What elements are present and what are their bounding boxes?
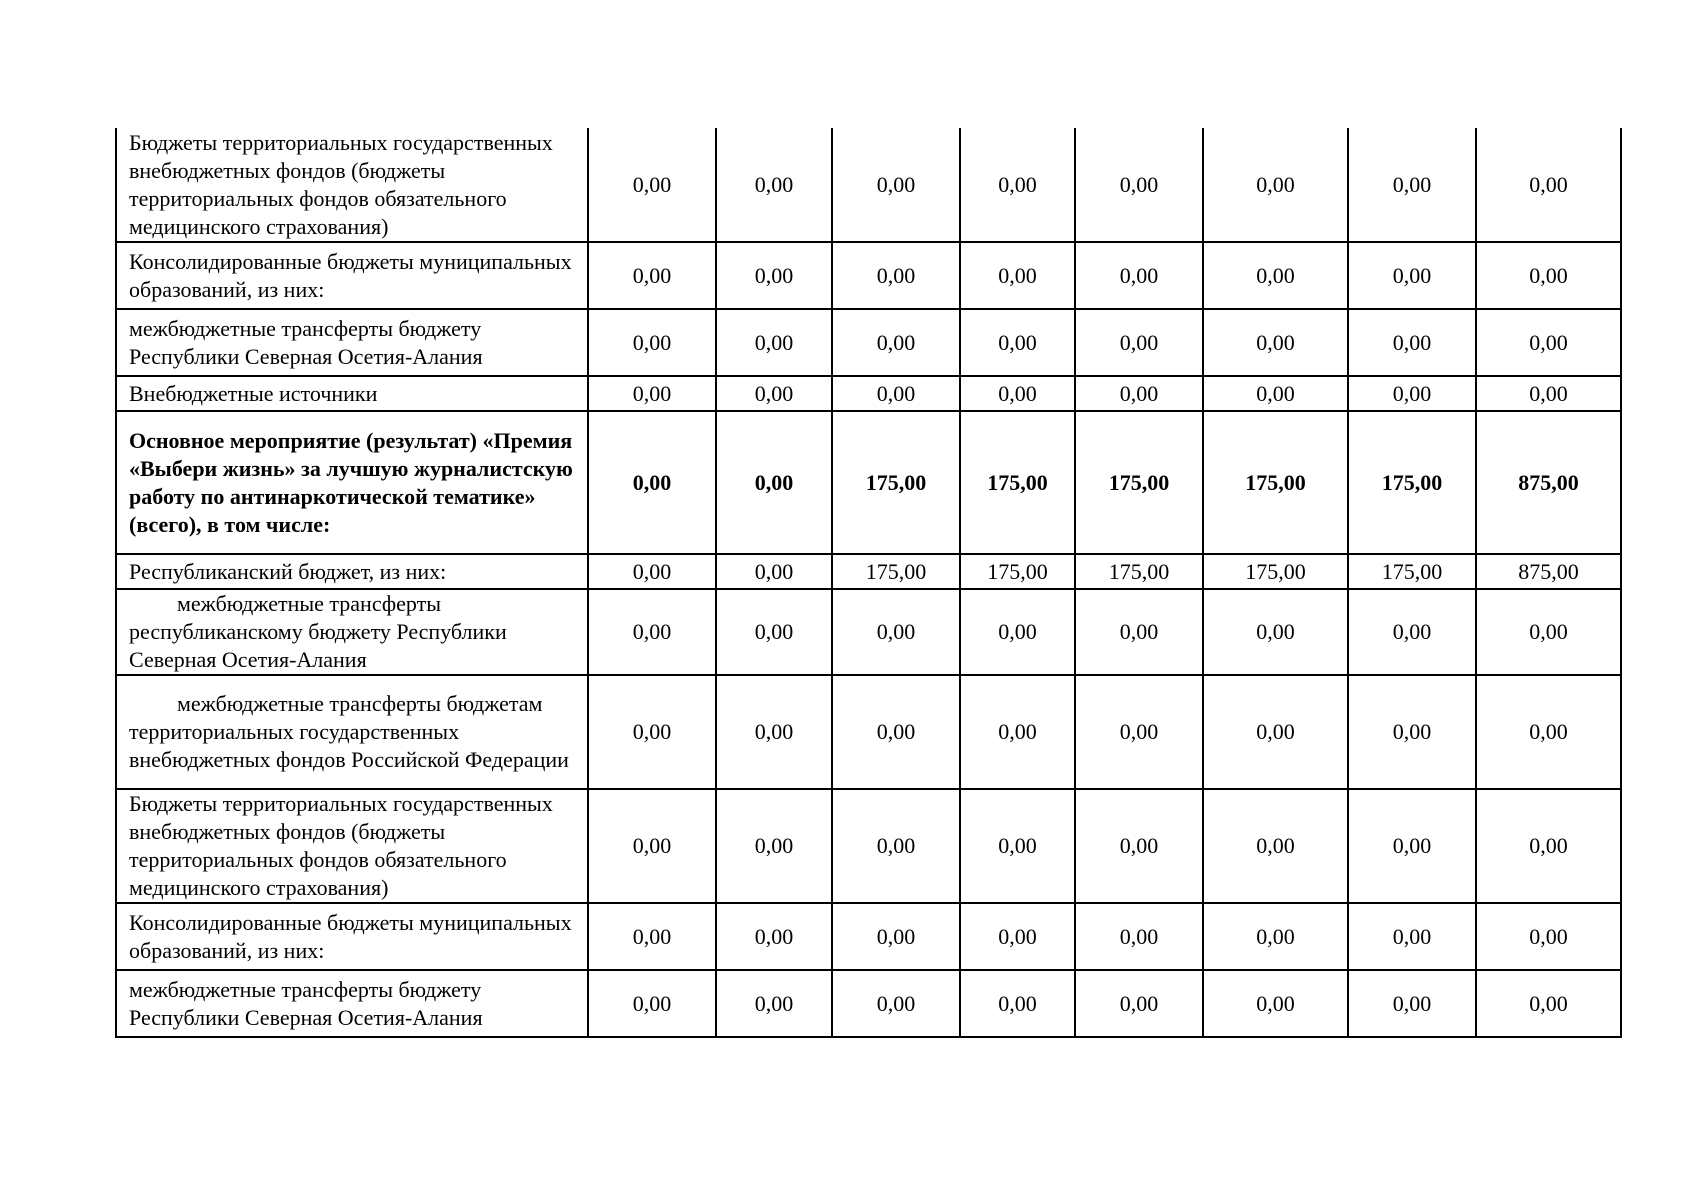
value-cell: 175,00 — [1348, 554, 1476, 589]
value-cell: 0,00 — [716, 789, 832, 903]
value-cell: 0,00 — [1348, 376, 1476, 411]
value-cell: 0,00 — [960, 675, 1075, 789]
value-cell: 0,00 — [832, 376, 960, 411]
value-cell: 175,00 — [960, 554, 1075, 589]
value-cell: 0,00 — [1075, 376, 1203, 411]
value-cell: 0,00 — [1075, 128, 1203, 242]
value-cell: 0,00 — [1203, 242, 1348, 309]
table-row-section — [116, 411, 1621, 554]
value-cell: 0,00 — [716, 411, 832, 554]
value-cell: 0,00 — [1203, 903, 1348, 970]
value-cell: 0,00 — [588, 554, 716, 589]
value-cell: 0,00 — [1075, 903, 1203, 970]
table-row — [116, 554, 1621, 589]
value-cell: 0,00 — [716, 554, 832, 589]
value-cell: 0,00 — [1476, 589, 1621, 675]
value-cell: 0,00 — [1476, 903, 1621, 970]
value-cell: 0,00 — [588, 589, 716, 675]
value-cell: 0,00 — [716, 128, 832, 242]
row-label: межбюджетные трансферты бюджету Республики Северная Осетия-Алания — [116, 970, 588, 1037]
table-row — [116, 970, 1621, 1037]
value-cell: 0,00 — [716, 903, 832, 970]
value-cell: 175,00 — [1075, 411, 1203, 554]
value-cell: 0,00 — [832, 970, 960, 1037]
table-row — [116, 789, 1621, 903]
value-cell: 175,00 — [1075, 554, 1203, 589]
value-cell: 0,00 — [1203, 128, 1348, 242]
value-cell: 0,00 — [588, 903, 716, 970]
row-label: Бюджеты территориальных государственных внебюджетных фондов (бюджеты территориальных фондов обязательного медицинского страхования) — [116, 789, 588, 903]
table-row — [116, 309, 1621, 376]
value-cell: 0,00 — [960, 970, 1075, 1037]
value-cell: 0,00 — [1476, 970, 1621, 1037]
value-cell: 0,00 — [1075, 789, 1203, 903]
value-cell: 0,00 — [1203, 376, 1348, 411]
value-cell: 875,00 — [1476, 411, 1621, 554]
value-cell: 0,00 — [1075, 589, 1203, 675]
value-cell: 175,00 — [960, 411, 1075, 554]
value-cell: 0,00 — [1348, 675, 1476, 789]
value-cell: 0,00 — [1203, 675, 1348, 789]
table-row — [116, 675, 1621, 789]
row-label — [116, 589, 588, 675]
value-cell: 0,00 — [588, 970, 716, 1037]
value-cell: 0,00 — [960, 376, 1075, 411]
value-cell: 0,00 — [1203, 309, 1348, 376]
value-cell: 175,00 — [1203, 411, 1348, 554]
table-row — [116, 589, 1621, 675]
row-label-text: межбюджетные трансферты республиканскому бюджету Республики Северная Осетия-Алания — [129, 591, 507, 672]
value-cell: 0,00 — [832, 589, 960, 675]
row-label: Бюджеты территориальных государственных внебюджетных фондов (бюджеты территориальных фондов обязательного медицинского страхования) — [116, 128, 588, 242]
table-row — [116, 128, 1621, 242]
value-cell: 0,00 — [960, 309, 1075, 376]
value-cell: 0,00 — [588, 309, 716, 376]
value-cell: 0,00 — [588, 789, 716, 903]
value-cell: 0,00 — [832, 903, 960, 970]
value-cell: 0,00 — [832, 309, 960, 376]
value-cell: 0,00 — [960, 903, 1075, 970]
value-cell: 0,00 — [1348, 128, 1476, 242]
value-cell: 0,00 — [1348, 589, 1476, 675]
value-cell: 0,00 — [1476, 242, 1621, 309]
value-cell: 0,00 — [960, 128, 1075, 242]
value-cell: 0,00 — [1476, 309, 1621, 376]
value-cell: 0,00 — [588, 242, 716, 309]
value-cell: 0,00 — [1348, 242, 1476, 309]
value-cell: 175,00 — [1348, 411, 1476, 554]
value-cell: 0,00 — [716, 970, 832, 1037]
budget-table — [115, 128, 1622, 1038]
value-cell: 0,00 — [1348, 789, 1476, 903]
value-cell: 0,00 — [960, 789, 1075, 903]
row-label: Консолидированные бюджеты муниципальных образований, из них: — [116, 903, 588, 970]
value-cell: 0,00 — [588, 411, 716, 554]
table-row — [116, 242, 1621, 309]
value-cell: 0,00 — [832, 789, 960, 903]
value-cell: 875,00 — [1476, 554, 1621, 589]
value-cell: 0,00 — [1476, 789, 1621, 903]
row-label: Консолидированные бюджеты муниципальных образований, из них: — [116, 242, 588, 309]
value-cell: 0,00 — [1203, 789, 1348, 903]
row-label: Внебюджетные источники — [116, 376, 588, 411]
value-cell: 0,00 — [716, 309, 832, 376]
value-cell: 0,00 — [588, 675, 716, 789]
value-cell: 0,00 — [1203, 970, 1348, 1037]
value-cell: 0,00 — [1075, 675, 1203, 789]
value-cell: 0,00 — [1075, 970, 1203, 1037]
value-cell: 0,00 — [1476, 675, 1621, 789]
value-cell: 0,00 — [1476, 376, 1621, 411]
value-cell: 0,00 — [1075, 309, 1203, 376]
value-cell: 175,00 — [1203, 554, 1348, 589]
value-cell: 0,00 — [1075, 242, 1203, 309]
value-cell: 0,00 — [832, 242, 960, 309]
value-cell: 0,00 — [1348, 970, 1476, 1037]
value-cell: 0,00 — [832, 675, 960, 789]
row-label-text: межбюджетные трансферты бюджетам территориальных государственных внебюджетных фондов Российской Федерации — [129, 691, 569, 772]
value-cell: 0,00 — [588, 128, 716, 242]
value-cell: 0,00 — [1203, 589, 1348, 675]
value-cell: 175,00 — [832, 411, 960, 554]
value-cell: 0,00 — [960, 589, 1075, 675]
table-row — [116, 376, 1621, 411]
section-label: Основное мероприятие (результат) «Премия «Выбери жизнь» за лучшую журналистскую работу по антинаркотической тематике» (всего), в том числе: — [116, 411, 588, 554]
value-cell: 0,00 — [1348, 309, 1476, 376]
row-label — [116, 675, 588, 789]
value-cell: 0,00 — [1476, 128, 1621, 242]
value-cell: 0,00 — [716, 242, 832, 309]
value-cell: 0,00 — [716, 675, 832, 789]
value-cell: 0,00 — [588, 376, 716, 411]
value-cell: 0,00 — [716, 376, 832, 411]
value-cell: 175,00 — [832, 554, 960, 589]
table-row — [116, 903, 1621, 970]
value-cell: 0,00 — [832, 128, 960, 242]
row-label: Республиканский бюджет, из них: — [116, 554, 588, 589]
value-cell: 0,00 — [960, 242, 1075, 309]
value-cell: 0,00 — [716, 589, 832, 675]
value-cell: 0,00 — [1348, 903, 1476, 970]
row-label: межбюджетные трансферты бюджету Республики Северная Осетия-Алания — [116, 309, 588, 376]
